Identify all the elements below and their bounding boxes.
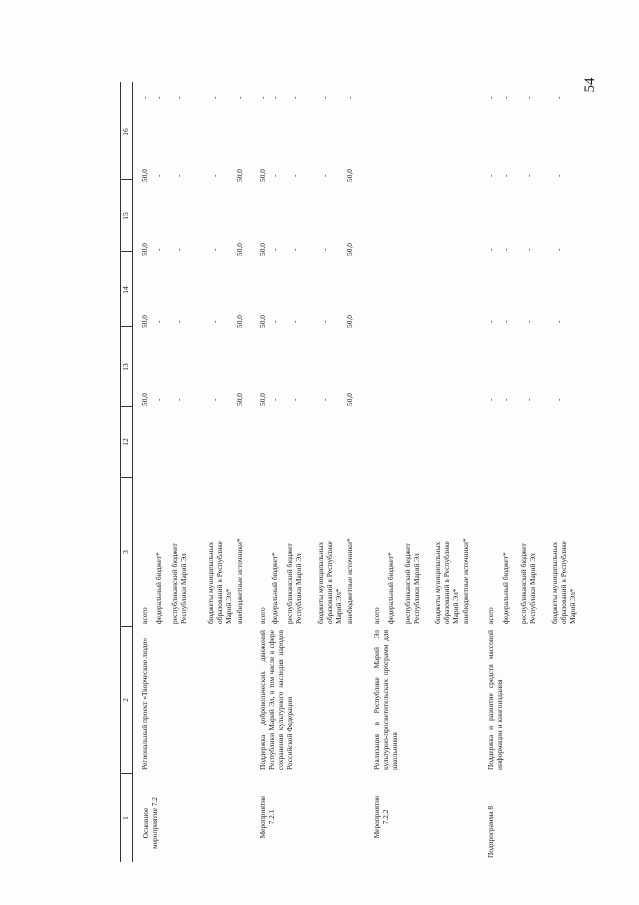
value-col-14: 50,0 xyxy=(258,243,267,256)
value-col-15: - xyxy=(524,174,533,177)
value-col-16: - xyxy=(210,96,219,99)
value-col-14: 50,0 xyxy=(345,243,354,256)
source-label: внебюджетные источники* xyxy=(345,538,354,624)
value-col-14: - xyxy=(524,248,533,251)
value-col-14: - xyxy=(486,248,495,251)
value-col-12: - xyxy=(174,398,183,401)
value-col-13: - xyxy=(554,320,563,323)
source-label: бюджеты муниципальных образований в Республике Марий Эл* xyxy=(316,541,343,624)
value-col-16: - xyxy=(235,96,244,99)
value-col-12: - xyxy=(554,398,563,401)
value-col-16: - xyxy=(320,96,329,99)
source-label: всего xyxy=(258,607,267,624)
row-title: Поддержка и развитие средств массовой информации и книгоиздания xyxy=(486,630,504,770)
source-label: бюджеты муниципальных образований в Республике Марий Эл* xyxy=(550,541,577,624)
value-col-12: 50,0 xyxy=(140,393,149,406)
col-divider xyxy=(120,326,132,327)
value-col-13: - xyxy=(290,320,299,323)
source-label: федеральный бюджет* xyxy=(154,552,163,624)
value-col-12: 50,0 xyxy=(235,393,244,406)
row-title: Поддержка добровольческих движений Республики Марий Эл, в том числе в сфере сохранения культурного наследия народов Российской Федерации xyxy=(258,630,294,770)
value-col-13: - xyxy=(210,320,219,323)
source-label: всего xyxy=(372,607,381,624)
value-col-14: - xyxy=(554,248,563,251)
source-label: всего xyxy=(486,607,495,624)
table-top-border xyxy=(120,82,121,862)
value-col-12: - xyxy=(320,398,329,401)
header-col-12: 12 xyxy=(121,438,130,446)
value-col-13: 50,0 xyxy=(235,315,244,328)
header-col-3: 3 xyxy=(121,550,130,554)
value-col-13: - xyxy=(320,320,329,323)
value-col-13: 50,0 xyxy=(140,315,149,328)
value-col-12: - xyxy=(501,398,510,401)
value-col-13: - xyxy=(270,320,279,323)
value-col-16: - xyxy=(140,96,149,99)
value-col-12: 50,0 xyxy=(258,393,267,406)
value-col-12: - xyxy=(270,398,279,401)
value-col-14: - xyxy=(290,248,299,251)
source-label: федеральный бюджет* xyxy=(270,552,279,624)
budget-table xyxy=(120,82,595,862)
row-id: Основное мероприятие 7.2 xyxy=(141,797,159,849)
header-col-2: 2 xyxy=(121,698,130,702)
value-col-16: - xyxy=(290,96,299,99)
page-number: 54 xyxy=(582,77,598,93)
value-col-14: 50,0 xyxy=(140,243,149,256)
value-col-14: - xyxy=(154,248,163,251)
source-label: бюджеты муниципальных образований в Республике Марий Эл* xyxy=(206,541,233,624)
value-col-13: - xyxy=(174,320,183,323)
value-col-15: - xyxy=(210,174,219,177)
value-col-13: - xyxy=(501,320,510,323)
value-col-15: 50,0 xyxy=(258,169,267,182)
value-col-13: 50,0 xyxy=(345,315,354,328)
value-col-12: - xyxy=(154,398,163,401)
value-col-16: - xyxy=(486,96,495,99)
header-col-15: 15 xyxy=(121,212,130,220)
header-col-16: 16 xyxy=(121,128,130,136)
value-col-16: - xyxy=(345,96,354,99)
source-label: внебюджетные источники* xyxy=(461,538,470,624)
value-col-14: - xyxy=(320,248,329,251)
value-col-14: - xyxy=(270,248,279,251)
row-id: Подпрограмма 8 xyxy=(486,805,495,858)
value-col-15: - xyxy=(320,174,329,177)
col-divider xyxy=(120,773,132,774)
source-label: республиканский бюджет Республики Марий Эл xyxy=(170,543,188,624)
value-col-14: - xyxy=(501,248,510,251)
col-divider xyxy=(120,251,132,252)
row-id: Мероприятие 7.2.2 xyxy=(372,795,390,839)
value-col-16: - xyxy=(174,96,183,99)
value-col-15: - xyxy=(554,174,563,177)
source-label: бюджеты муниципальных образований в Республике Марий Эл* xyxy=(433,541,460,624)
source-label: всего xyxy=(140,607,149,624)
value-col-16: - xyxy=(258,96,267,99)
value-col-16: - xyxy=(270,96,279,99)
col-divider xyxy=(120,626,132,627)
row-id: Мероприятие 7.2.1 xyxy=(258,795,276,839)
source-label: внебюджетные источники* xyxy=(235,538,244,624)
value-col-14: - xyxy=(174,248,183,251)
value-col-14: - xyxy=(210,248,219,251)
col-divider xyxy=(120,179,132,180)
value-col-16: - xyxy=(154,96,163,99)
source-label: республиканский бюджет Республики Марий Эл xyxy=(285,543,303,624)
header-bottom-border xyxy=(132,82,133,862)
source-label: республиканский бюджет Республики Марий Эл xyxy=(403,543,421,624)
value-col-13: - xyxy=(486,320,495,323)
value-col-13: - xyxy=(154,320,163,323)
value-col-12: - xyxy=(486,398,495,401)
source-label: федеральный бюджет* xyxy=(501,552,510,624)
value-col-15: 50,0 xyxy=(345,169,354,182)
value-col-15: - xyxy=(174,174,183,177)
value-col-12: 50,0 xyxy=(345,393,354,406)
value-col-16: - xyxy=(501,96,510,99)
col-divider xyxy=(120,477,132,478)
header-col-1: 1 xyxy=(121,816,130,820)
value-col-14: 50,0 xyxy=(235,243,244,256)
row-title: Реализация в Республике Марий Эл культурно-просветительских программ для школьников xyxy=(372,630,399,770)
value-col-12: - xyxy=(290,398,299,401)
value-col-15: 50,0 xyxy=(140,169,149,182)
header-col-13: 13 xyxy=(121,363,130,371)
value-col-12: - xyxy=(524,398,533,401)
value-col-12: - xyxy=(210,398,219,401)
source-label: республиканский бюджет Республики Марий Эл xyxy=(519,543,537,624)
value-col-15: - xyxy=(501,174,510,177)
row-title: Региональный проект «Творческие люди» xyxy=(140,637,149,770)
source-label: федеральный бюджет* xyxy=(386,552,395,624)
col-divider xyxy=(120,406,132,407)
value-col-13: - xyxy=(524,320,533,323)
value-col-13: 50,0 xyxy=(258,315,267,328)
value-col-15: 50,0 xyxy=(235,169,244,182)
value-col-16: - xyxy=(554,96,563,99)
value-col-15: - xyxy=(270,174,279,177)
value-col-15: - xyxy=(290,174,299,177)
value-col-15: - xyxy=(486,174,495,177)
header-col-14: 14 xyxy=(121,286,130,294)
value-col-16: - xyxy=(524,96,533,99)
value-col-15: - xyxy=(154,174,163,177)
